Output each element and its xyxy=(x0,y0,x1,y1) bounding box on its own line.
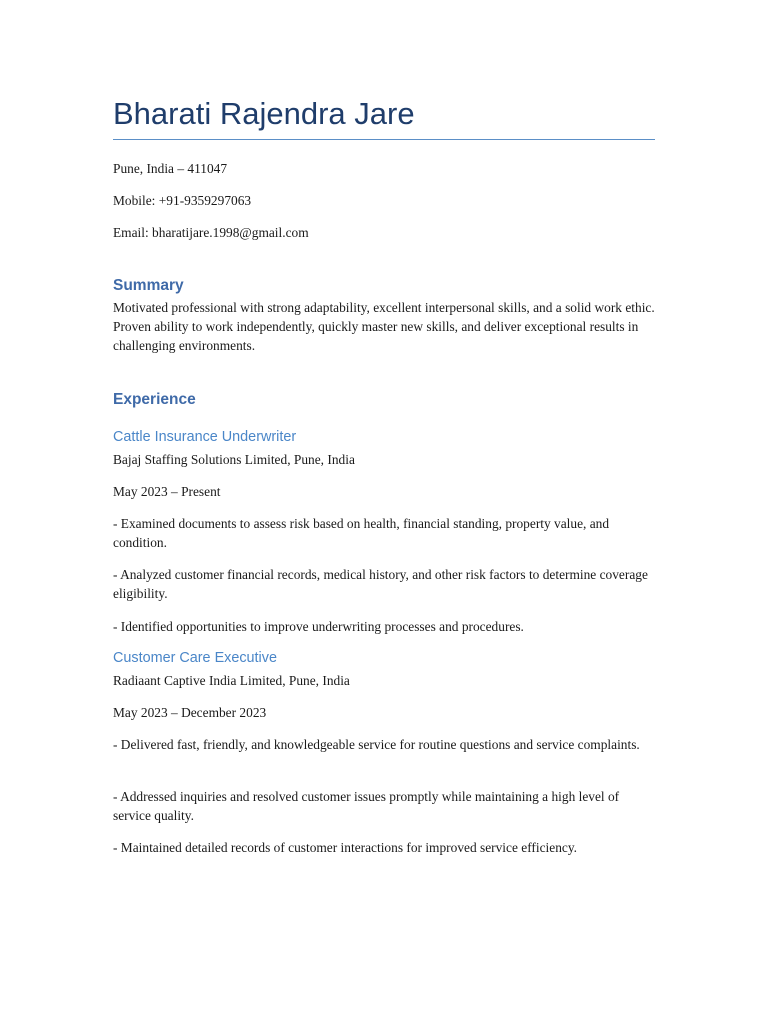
job-bullet: - Delivered fast, friendly, and knowledgeable service for routine questions and service complaints. xyxy=(113,737,640,752)
job-company: Bajaj Staffing Solutions Limited, Pune, India xyxy=(113,452,355,467)
job-company: Radiaant Captive India Limited, Pune, India xyxy=(113,673,350,688)
job-dates: May 2023 – December 2023 xyxy=(113,705,267,720)
job-dates: May 2023 – Present xyxy=(113,484,221,499)
contact-location: Pune, India – 411047 xyxy=(113,161,228,176)
candidate-name: Bharati Rajendra Jare xyxy=(113,96,415,131)
summary-text: Motivated professional with strong adaptability, excellent interpersonal skills, and a solid work ethic. Proven ability to work independently, quickly master new skills, and deliver exceptional results in challenging environments. xyxy=(113,300,655,353)
job-bullet: - Examined documents to assess risk based on health, financial standing, property value, and condition. xyxy=(113,516,610,550)
title-divider xyxy=(113,139,655,140)
summary-heading: Summary xyxy=(113,277,184,294)
job-title: Cattle Insurance Underwriter xyxy=(113,429,297,445)
job-bullet: - Addressed inquiries and resolved customer issues promptly while maintaining a high level of service quality. xyxy=(113,789,620,823)
contact-mobile: Mobile: +91-9359297063 xyxy=(113,193,252,208)
job-bullet: - Maintained detailed records of customer interactions for improved service efficiency. xyxy=(113,840,578,855)
job-bullet: - Identified opportunities to improve underwriting processes and procedures. xyxy=(113,619,524,634)
experience-heading: Experience xyxy=(113,391,196,408)
contact-email: Email: bharatijare.1998@gmail.com xyxy=(113,225,309,240)
job-bullet: - Analyzed customer financial records, medical history, and other risk factors to determine coverage eligibility. xyxy=(113,567,648,601)
job-title: Customer Care Executive xyxy=(113,650,277,666)
